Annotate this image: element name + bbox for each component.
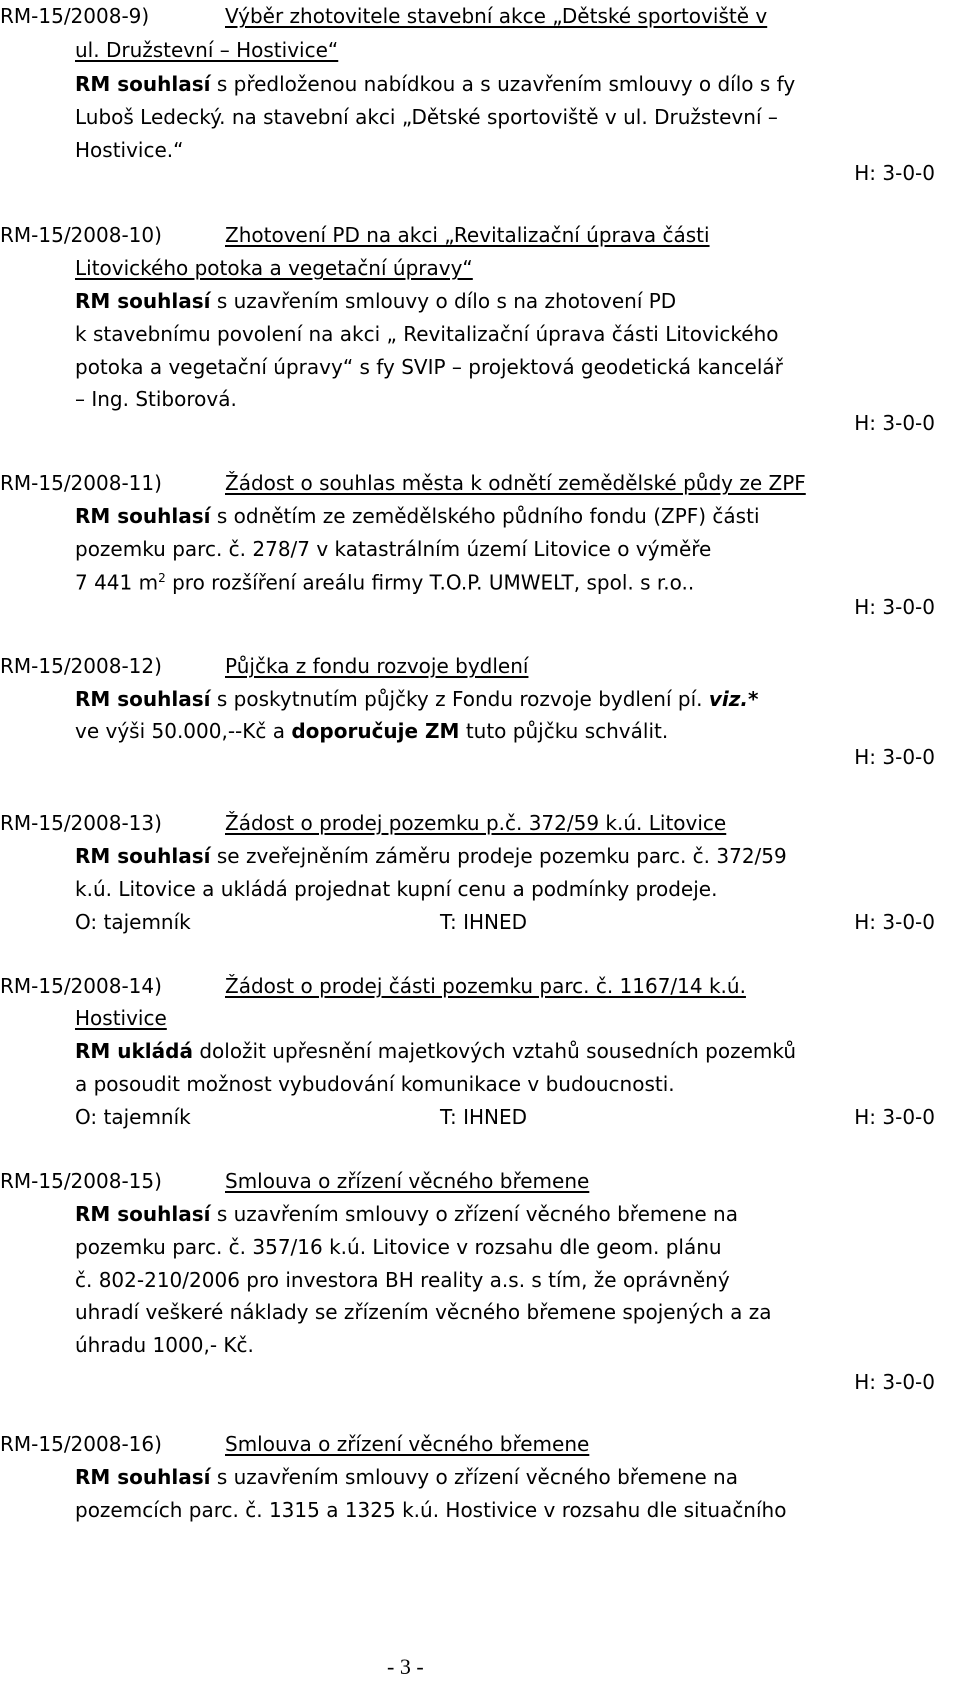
resolution-text: RM souhlasí s poskytnutím půjčky z Fondu rozvoje bydlení pí. viz.* (75, 687, 759, 711)
resolution-text: k stavebnímu povolení na akci „ Revitalizační úprava části Litovického (75, 322, 779, 346)
resolution-id: RM-15/2008-16) (0, 1432, 162, 1456)
resolution-text: RM ukládá doložit upřesnění majetkových vztahů sousedních pozemků (75, 1039, 797, 1063)
resolution-text: pozemku parc. č. 278/7 v katastrálním území Litovice o výměře (75, 537, 712, 561)
resolution-id: RM-15/2008-10) (0, 223, 162, 247)
resolution-text: ve výši 50.000,--Kč a doporučuje ZM tuto půjčku schválit. (75, 719, 669, 743)
resolution-text: RM souhlasí s odnětím ze zemědělského půdního fondu (ZPF) části (75, 504, 760, 528)
vote-result: H: 3-0-0 (854, 910, 935, 934)
resolution-text: RM souhlasí s uzavřením smlouvy o zřízení věcného břemene na (75, 1202, 738, 1226)
resolution-title: Půjčka z fondu rozvoje bydlení (225, 654, 529, 678)
resolution-text: RM souhlasí s uzavřením smlouvy o zřízení věcného břemene na (75, 1465, 738, 1489)
deadline: T: IHNED (440, 910, 528, 934)
vote-result: H: 3-0-0 (854, 161, 935, 185)
resolution-text: pozemku parc. č. 357/16 k.ú. Litovice v rozsahu dle geom. plánu (75, 1235, 722, 1259)
responsible-person: O: tajemník (75, 1105, 191, 1129)
resolution-id: RM-15/2008-14) (0, 974, 162, 998)
resolution-title: Žádost o prodej pozemku p.č. 372/59 k.ú. Litovice (225, 811, 727, 835)
resolution-id: RM-15/2008-9) (0, 4, 150, 28)
resolution-text: a posoudit možnost vybudování komunikace v budoucnosti. (75, 1072, 675, 1096)
resolution-title: Smlouva o zřízení věcného břemene (225, 1432, 590, 1456)
resolution-text: – Ing. Stiborová. (75, 387, 237, 411)
resolution-title: ul. Družstevní – Hostivice“ (75, 38, 339, 62)
vote-result: H: 3-0-0 (854, 411, 935, 435)
resolution-text: uhradí veškeré náklady se zřízením věcného břemene spojených a za (75, 1300, 772, 1324)
vote-result: H: 3-0-0 (854, 1370, 935, 1394)
resolution-title: Zhotovení PD na akci „Revitalizační úprava části (225, 223, 710, 247)
resolution-text: k.ú. Litovice a ukládá projednat kupní cenu a podmínky prodeje. (75, 877, 718, 901)
resolution-text: pozemcích parc. č. 1315 a 1325 k.ú. Hostivice v rozsahu dle situačního (75, 1498, 787, 1522)
resolution-title: Žádost o prodej části pozemku parc. č. 1167/14 k.ú. (225, 974, 746, 998)
resolution-text: Hostivice.“ (75, 138, 184, 162)
resolution-text: 7 441 $m^2$ pro rozšíření areálu firmy T.O.P. UMWELT, spol. s r.o.. (75, 570, 695, 595)
vote-result: H: 3-0-0 (854, 745, 935, 769)
resolution-text: RM souhlasí s uzavřením smlouvy o dílo s na zhotovení PD (75, 289, 677, 313)
resolution-text: č. 802-210/2006 pro investora BH reality a.s. s tím, že oprávněný (75, 1268, 730, 1292)
resolution-title: Hostivice (75, 1006, 167, 1030)
resolution-id: RM-15/2008-12) (0, 654, 162, 678)
resolution-title: Výběr zhotovitele stavební akce „Dětské sportoviště v (225, 4, 768, 28)
resolution-text: RM souhlasí se zveřejněním záměru prodeje pozemku parc. č. 372/59 (75, 844, 787, 868)
deadline: T: IHNED (440, 1105, 528, 1129)
vote-result: H: 3-0-0 (854, 595, 935, 619)
resolution-id: RM-15/2008-11) (0, 471, 162, 495)
resolution-title: Smlouva o zřízení věcného břemene (225, 1169, 590, 1193)
resolution-text: úhradu 1000,- Kč. (75, 1333, 254, 1357)
responsible-person: O: tajemník (75, 910, 191, 934)
resolution-text: Luboš Ledecký. na stavební akci „Dětské sportoviště v ul. Družstevní – (75, 105, 778, 129)
resolution-id: RM-15/2008-15) (0, 1169, 162, 1193)
resolution-text: RM souhlasí s předloženou nabídkou a s uzavřením smlouvy o dílo s fy (75, 72, 796, 96)
resolution-text: potoka a vegetační úpravy“ s fy SVIP – projektová geodetická kancelář (75, 355, 783, 379)
page-number: - 3 - (387, 1654, 424, 1679)
resolution-id: RM-15/2008-13) (0, 811, 162, 835)
resolution-title: Litovického potoka a vegetační úpravy“ (75, 256, 473, 280)
resolution-title: Žádost o souhlas města k odnětí zemědělské půdy ze ZPF (225, 471, 806, 495)
vote-result: H: 3-0-0 (854, 1105, 935, 1129)
